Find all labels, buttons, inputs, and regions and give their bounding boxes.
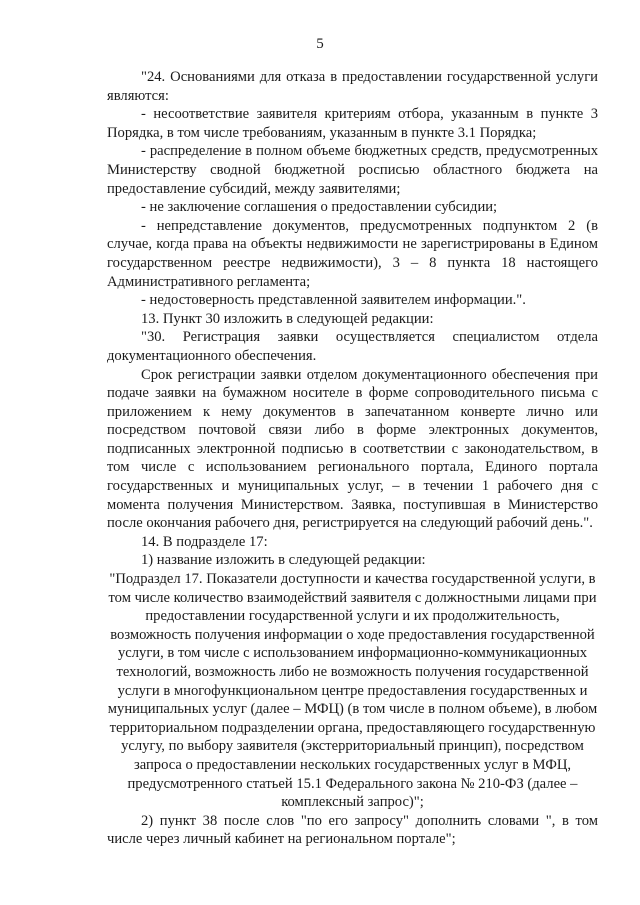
paragraph-subitem-2: 2) пункт 38 после слов "по его запросу" дополнить словами ", в том числе через личный кабинет на региональном портале"; (107, 812, 598, 848)
paragraph-clause-24-intro: "24. Основаниями для отказа в предоставлении государственной услуги являются: (107, 69, 598, 104)
page-number: 5 (316, 36, 324, 52)
paragraph-refusal-ground-1: - несоответствие заявителя критериям отбора, указанным в пункте 3 Порядка, в том числе требованиям, указанным в пункте 3.1 Порядка; (107, 106, 598, 141)
paragraph-registration-term: Срок регистрации заявки отделом документационного обеспечения при подаче заявки на бумажном носителе в форме сопроводительного письма с приложением к нему документов в запечатанном конверте лично или посредством почтовой связи либо в форме электронных документов, подписанных электронной подписью в соответствии с законодательством, в том числе с использованием регионального портала, Единого портала государственных и муниципальных услуг, – в течении 1 рабочего дня с момента получения Министерством. Заявка, поступившая в Министерство после окончания рабочего дня, регистрируется на следующий рабочий день.". (107, 366, 598, 532)
paragraph-subsection-17-title: "Подраздел 17. Показатели доступности и качества государственной услуги, в том числе количество взаимодействий заявителя с должностными лицами при предоставлении государственной услуги и их продолжительность, возможность получения информации о ходе предоставления государственной услуги, в том числе с использованием информационно-коммуникационных технологий, возможность либо не возможность получения государственной услуги в многофункциональном центре предоставления государственных и муниципальных услуг (далее – МФЦ) (в том числе в полном объеме), в любом территориальном подразделении органа, предоставляющего государственную услугу, по выбору заявителя (экстерриториальный принцип), посредством запроса о предоставлении нескольких государственных услуг в МФЦ, предусмотренного статьей 15.1 Федерального закона № 210-ФЗ (далее – комплексный запрос)"; (107, 571, 598, 811)
paragraph-refusal-ground-4: - непредставление документов, предусмотренных подпунктом 2 (в случае, когда права на объекты недвижимости не зарегистрированы в Едином государственном реестре недвижимости), 3 – 8 пункта 18 настоящего Административного регламента; (107, 217, 598, 290)
paragraph-item-14: 14. В подразделе 17: (141, 533, 268, 550)
paragraph-subitem-1: 1) название изложить в следующей редакции: (141, 552, 426, 569)
paragraph-refusal-ground-5: - недостоверность представленной заявителем информации.". (141, 292, 526, 309)
paragraph-refusal-ground-3: - не заключение соглашения о предоставлении субсидии; (141, 199, 498, 216)
paragraph-refusal-ground-2: - распределение в полном объеме бюджетных средств, предусмотренных Министерству сводной бюджетной росписью областного бюджета на предоставление субсидий, между заявителями; (107, 143, 598, 197)
paragraph-item-13: 13. Пункт 30 изложить в следующей редакции: (141, 310, 434, 327)
paragraph-clause-30: "30. Регистрация заявки осуществляется специалистом отдела документационного обеспечения. (107, 329, 598, 364)
document-body (107, 68, 598, 849)
